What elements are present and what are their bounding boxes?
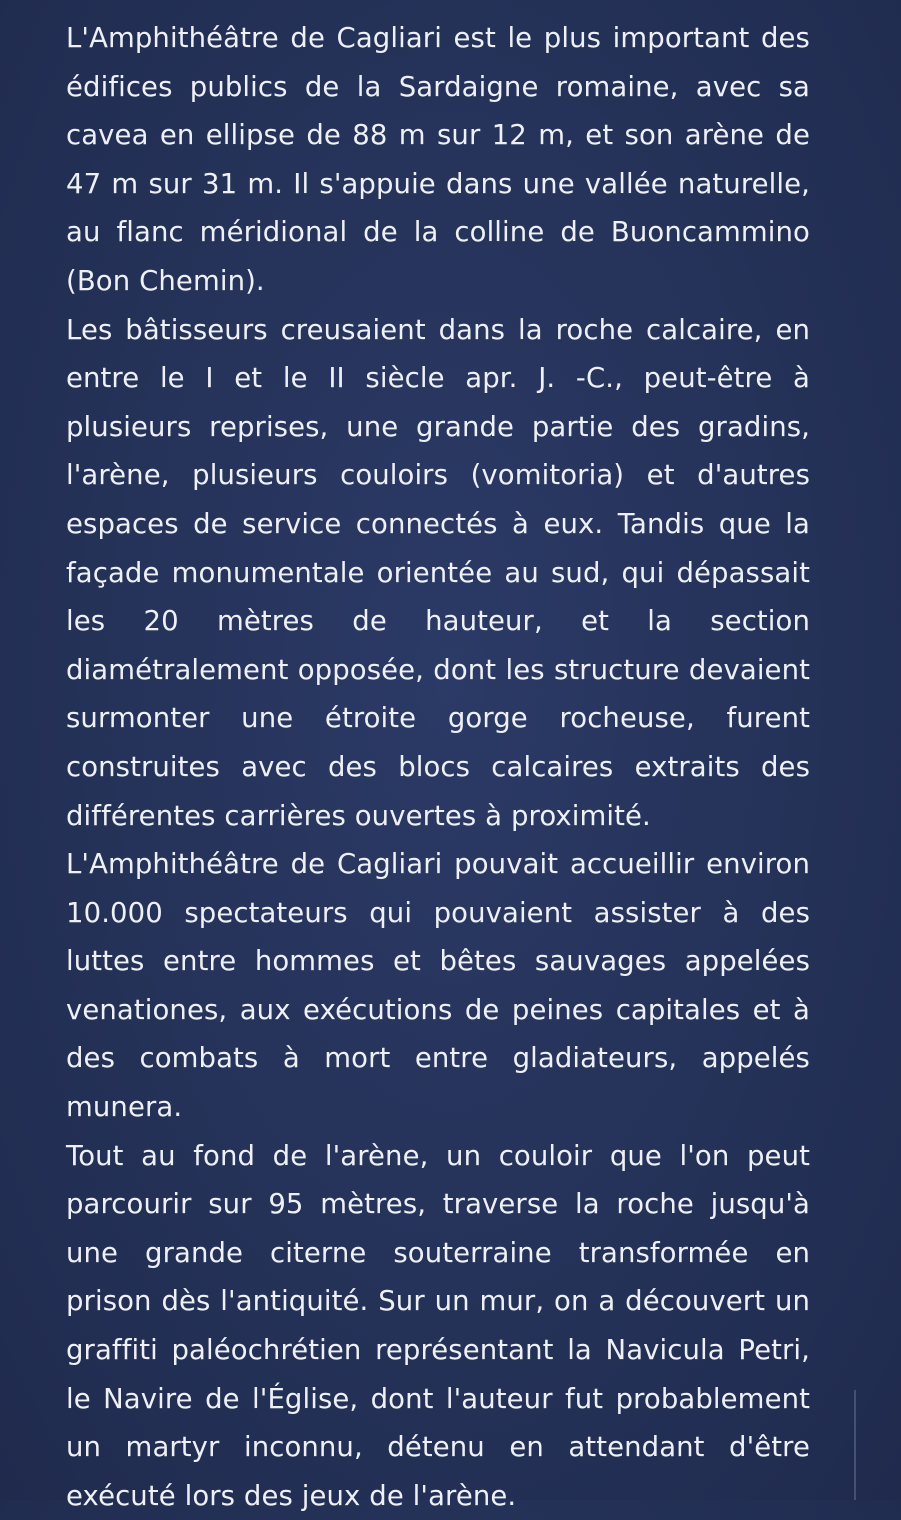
- paragraph-dimensions: L'Amphithéâtre de Cagliari est le plus important des édifices publics de la Sardaigne romaine, avec sa cavea en ellipse de 88 m sur 12 m, et son arène de 47 m sur 31 m. Il s'appuie dans une vallée naturelle, au flanc méridional de la colline de Buoncammino (Bon Chemin).: [66, 22, 810, 297]
- paragraph-spectacles: L'Amphithéâtre de Cagliari pouvait accueillir environ 10.000 spectateurs qui pouvaient assister à des luttes entre hommes et bêtes sauvages appelées venationes, aux exécutions de peines capitales et à des combats à mort entre gladiateurs, appelés munera.: [66, 848, 810, 1124]
- panel-edge-divider: [854, 1390, 856, 1500]
- paragraph-prison-graffiti: Tout au fond de l'arène, un couloir que l'on peut parcourir sur 95 mètres, traverse la roche jusqu'à une grande citerne souterraine transformée en prison dès l'antiquité. Sur un mur, on a découvert un graffiti paléochrétien représentant la Navicula Petri, le Navire de l'Église, dont l'auteur fut probablement un martyr inconnu, détenu en attendant d'être exécuté lors des jeux de l'arène.: [66, 1139, 810, 1512]
- paragraph-construction: Les bâtisseurs creusaient dans la roche calcaire, en entre le I et le II siècle apr. J. -C., peut-être à plusieurs reprises, une grande partie des gradins, l'arène, plusieurs couloirs (vomitoria) et d'autres espaces de service connectés à eux. Tandis que la façade monumentale orientée au sud, qui dépassait les 20 mètres de hauteur, et la section diamétralement opposée, dont les structure devaient surmonter une étroite gorge rocheuse, furent construites avec des blocs calcaires extraits des différentes carrières ouvertes à proximité.: [66, 313, 810, 832]
- panel-text: [66, 14, 810, 1520]
